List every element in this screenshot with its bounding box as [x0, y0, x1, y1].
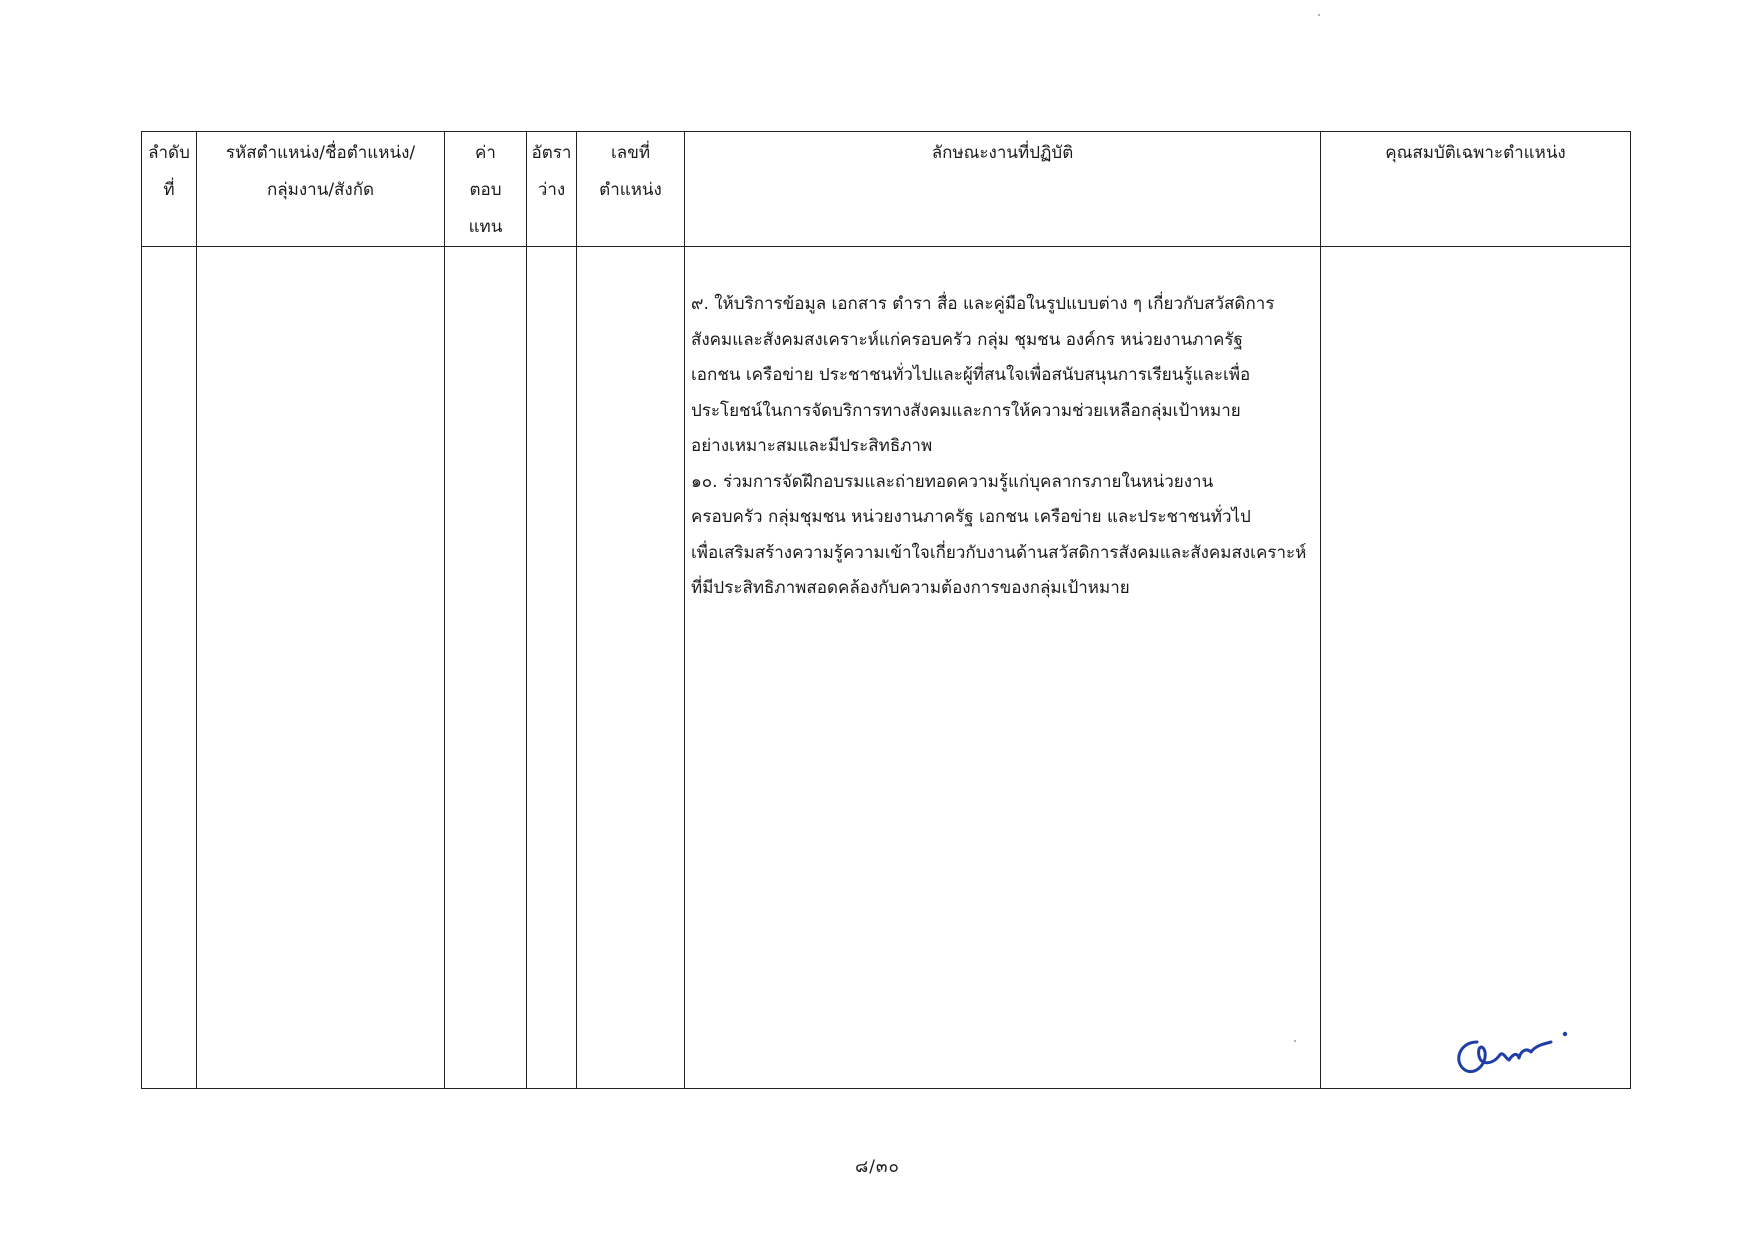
- header-line: เลขที่: [610, 143, 651, 163]
- header-line: ค่า: [475, 143, 496, 163]
- header-qualifications: [1321, 132, 1631, 247]
- position-table: [141, 131, 1631, 1089]
- header-line: ลักษณะงานที่ปฏิบัติ: [931, 143, 1074, 163]
- header-line: ลำดับ: [148, 143, 190, 163]
- duty-line: สังคมและสังคมสงเคราะห์แก่ครอบครัว กลุ่ม ชุมชน องค์กร หน่วยงานภาครัฐ: [691, 329, 1243, 350]
- header-line: ตำแหน่ง: [599, 180, 662, 200]
- header-compensation: [445, 132, 527, 247]
- cell-position: [197, 247, 445, 1089]
- header-line: แทน: [468, 217, 503, 237]
- header-line: กลุ่มงาน/สังกัด: [266, 180, 375, 200]
- scan-speck: [1318, 14, 1320, 16]
- cell-vacancy: [527, 247, 577, 1089]
- duty-line: ครอบครัว กลุ่มชุมชน หน่วยงานภาครัฐ เอกชน เครือข่าย และประชาชนทั่วไป: [691, 507, 1251, 527]
- header-vacancy: [527, 132, 577, 247]
- cell-order: [142, 247, 197, 1089]
- header-line: อัตรา: [531, 143, 572, 163]
- header-line: ที่: [163, 180, 175, 200]
- cell-compensation: [445, 247, 527, 1089]
- duty-line: อย่างเหมาะสมและมีประสิทธิภาพ: [691, 436, 933, 456]
- table-row: [142, 247, 1631, 1089]
- header-position: [197, 132, 445, 247]
- signature-mark: [1447, 1020, 1587, 1080]
- duty-line: เพื่อเสริมสร้างความรู้ความเข้าใจเกี่ยวกับงานด้านสวัสดิการสังคมและสังคมสงเคราะห์: [691, 542, 1307, 563]
- duty-line: เอกชน เครือข่าย ประชาชนทั่วไปและผู้ที่สนใจเพื่อสนับสนุนการเรียนรู้และเพื่อ: [691, 365, 1251, 385]
- header-line: รหัสตำแหน่ง/ชื่อตำแหน่ง/: [225, 143, 416, 163]
- header-line: ตอบ: [469, 180, 502, 200]
- duty-line: ๙. ให้บริการข้อมูล เอกสาร ตำรา สื่อ และคู่มือในรูปแบบต่าง ๆ เกี่ยวกับสวัสดิการ: [691, 294, 1275, 314]
- header-duties: [685, 132, 1321, 247]
- header-position-number: [577, 132, 685, 247]
- duty-line: ประโยชน์ในการจัดบริการทางสังคมและการให้ความช่วยเหลือกลุ่มเป้าหมาย: [691, 400, 1241, 421]
- header-line: ว่าง: [537, 180, 566, 200]
- duty-line: ที่มีประสิทธิภาพสอดคล้องกับความต้องการของกลุ่มเป้าหมาย: [691, 578, 1130, 598]
- header-order: [142, 132, 197, 247]
- page-number: ๘/๓๐: [855, 1157, 900, 1177]
- scan-speck: [1294, 1040, 1296, 1042]
- cell-qualifications: [1321, 247, 1631, 1089]
- header-line: คุณสมบัติเฉพาะตำแหน่ง: [1385, 143, 1566, 163]
- cell-duties: [685, 247, 1321, 1089]
- cell-position-number: [577, 247, 685, 1089]
- header-row: [142, 132, 1631, 247]
- duty-line: ๑๐. ร่วมการจัดฝึกอบรมและถ่ายทอดความรู้แก่บุคลากรภายในหน่วยงาน: [691, 471, 1214, 492]
